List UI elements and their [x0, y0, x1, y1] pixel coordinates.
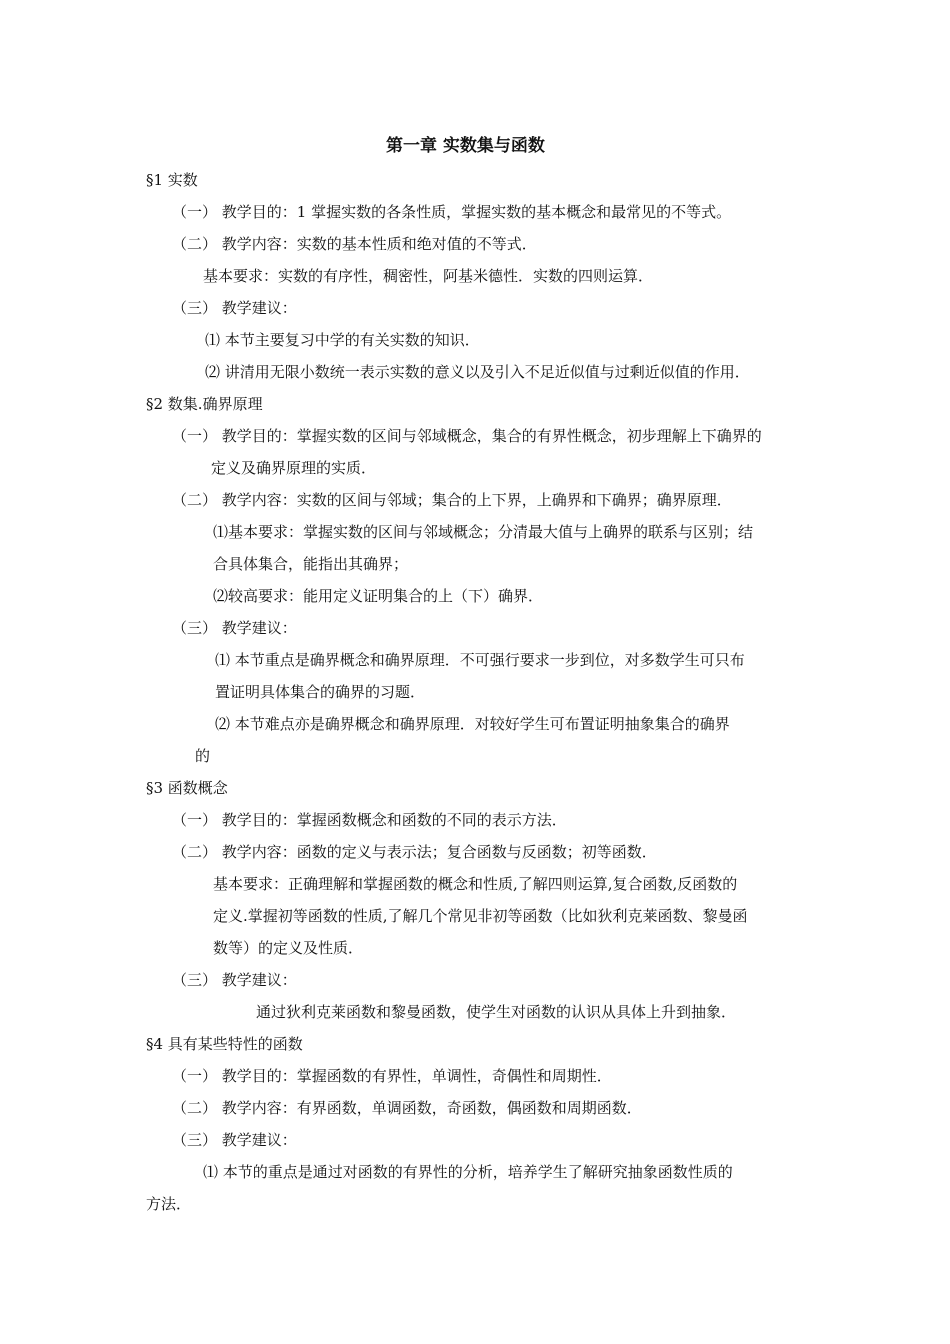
s2-goal-line-2: 定义及确界原理的实质．	[211, 459, 377, 477]
s2-advice-2-line-1: ⑵ 本节难点亦是确界概念和确界原理．对较好学生可布置证明抽象集合的确界	[215, 715, 730, 733]
s3-basic-line-1: 基本要求：正确理解和掌握函数的概念和性质,了解四则运算,复合函数,反函数的	[213, 875, 738, 893]
section-heading-2: §2 数集.确界原理	[146, 395, 263, 413]
s4-content: （二） 教学内容：有界函数，单调函数，奇函数，偶函数和周期函数．	[172, 1099, 642, 1117]
s2-requirement-1-line-2: 合具体集合，能指出其确界；	[213, 555, 409, 573]
s2-goal-line-1: （一） 教学目的：掌握实数的区间与邻域概念，集合的有界性概念，初步理解上下确界的	[172, 427, 762, 445]
section-heading-3: §3 函数概念	[146, 779, 228, 797]
s4-advice-1-line-2: 方法．	[146, 1195, 192, 1213]
s2-advice-1-line-1: ⑴ 本节重点是确界概念和确界原理．不可强行要求一步到位，对多数学生可只布	[215, 651, 745, 669]
s1-advice-heading: （三） 教学建议：	[172, 299, 297, 317]
s3-content: （二） 教学内容：函数的定义与表示法；复合函数与反函数；初等函数．	[172, 843, 657, 861]
s1-advice-2: ⑵ 讲清用无限小数统一表示实数的意义以及引入不足近似值与过剩近似值的作用．	[205, 363, 750, 381]
s1-goal: （一） 教学目的：1 掌握实数的各条性质，掌握实数的基本概念和最常见的不等式。	[172, 203, 732, 221]
section-heading-1: §1 实数	[146, 171, 198, 189]
s3-basic-line-3: 数等）的定义及性质．	[213, 939, 364, 957]
s1-basic-requirement: 基本要求：实数的有序性，稠密性，阿基米德性．实数的四则运算．	[203, 267, 654, 285]
s1-content: （二） 教学内容：实数的基本性质和绝对值的不等式．	[172, 235, 537, 253]
s3-basic-line-2: 定义.掌握初等函数的性质,了解几个常见非初等函数（比如狄利克莱函数、黎曼函	[213, 907, 748, 925]
s3-advice-heading: （三） 教学建议：	[172, 971, 297, 989]
s4-advice-heading: （三） 教学建议：	[172, 1131, 297, 1149]
s2-requirement-1-line-1: ⑴基本要求：掌握实数的区间与邻域概念；分清最大值与上确界的联系与区别；结	[213, 523, 754, 541]
s2-advice-2-line-2: 的	[195, 747, 211, 765]
s2-advice-heading: （三） 教学建议：	[172, 619, 297, 637]
s2-requirement-2: ⑵较高要求：能用定义证明集合的上（下）确界．	[213, 587, 544, 605]
section-heading-4: §4 具有某些特性的函数	[146, 1035, 303, 1053]
s2-advice-1-line-2: 置证明具体集合的确界的习题．	[215, 683, 426, 701]
s1-advice-1: ⑴ 本节主要复习中学的有关实数的知识．	[205, 331, 480, 349]
s4-advice-1-line-1: ⑴ 本节的重点是通过对函数的有界性的分析，培养学生了解研究抽象函数性质的	[203, 1163, 733, 1181]
s2-content: （二） 教学内容：实数的区间与邻域；集合的上下界，上确界和下确界；确界原理．	[172, 491, 732, 509]
s3-advice-text: 通过狄利克莱函数和黎曼函数，使学生对函数的认识从具体上升到抽象．	[256, 1003, 737, 1021]
s3-goal: （一） 教学目的：掌握函数概念和函数的不同的表示方法．	[172, 811, 567, 829]
s4-goal: （一） 教学目的：掌握函数的有界性，单调性，奇偶性和周期性．	[172, 1067, 612, 1085]
chapter-title: 第一章 实数集与函数	[386, 136, 545, 156]
